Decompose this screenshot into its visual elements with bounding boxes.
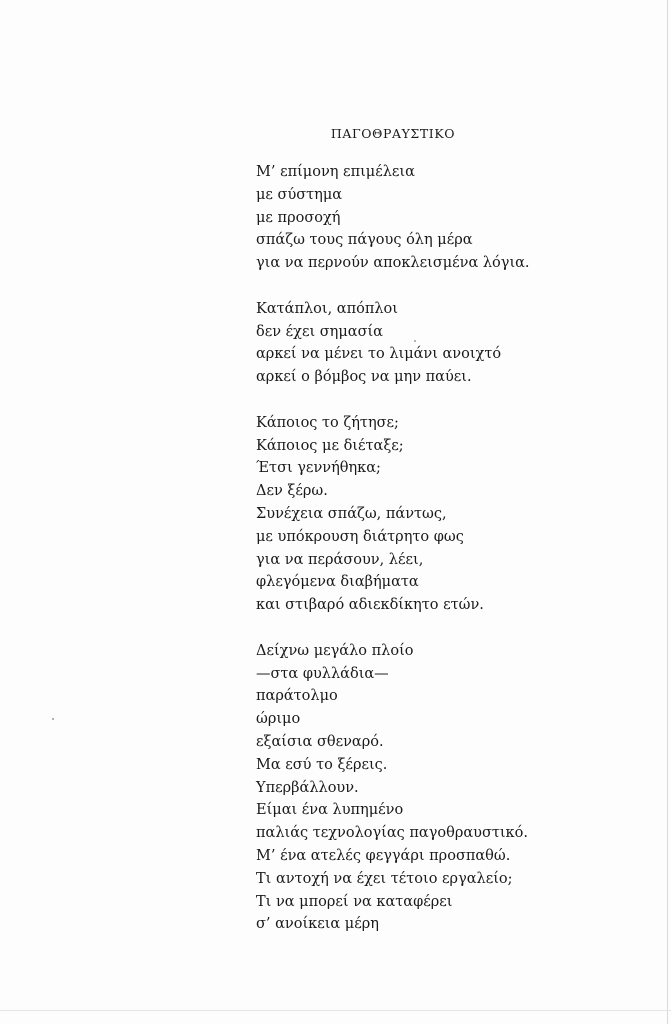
poem-line: παλιάς τεχνολογίας παγοθραυστικό. [256,825,528,842]
poem-line: Είμαι ένα λυπημένο [256,802,404,819]
poem-line: Κάποιος με διέταξε; [256,437,404,454]
poem-line: δεν έχει σημασία [256,323,383,340]
poem-line: Συνέχεια σπάζω, πάντως, [256,505,447,522]
poem-line: φλεγόμενα διαβήματα [256,574,419,591]
poem-line: Δεν ξέρω. [256,483,328,500]
poem-line: Μ’ ένα ατελές φεγγάρι προσπαθώ. [256,847,511,864]
poem-title: ΠΑΓΟΘΡΑΥΣΤΙΚΟ [330,126,456,141]
stanza [256,298,530,389]
poem-line: —στα φυλλάδια— [256,665,389,682]
poem-line: παράτολμο [256,688,338,705]
poem-line: με προσοχή [256,209,341,226]
poem-line: αρκεί ο βόμβος να μην παύει. [256,369,472,386]
poem-line: Υπερβάλλουν. [256,779,359,796]
poem-line: εξαίσια σθεναρό. [256,733,384,750]
poem-line: σ’ ανοίκεια μέρη [256,916,379,933]
poem-line: Μ’ επίμονη επιμέλεια [256,164,415,180]
stanza [256,161,530,275]
poem-line: Κάποιος το ζήτησε; [256,414,399,431]
poem-line: αρκεί να μένει το λιμάνι ανοιχτό [256,346,502,363]
paper-speck [52,718,54,720]
poem-line: Τι να μπορεί να καταφέρει [256,893,453,910]
poem-body [256,161,530,936]
poem-line: Έτσι γεννήθηκα; [256,460,381,477]
paper-speck [414,340,416,342]
poem-line: για να περάσουν, λέει, [256,551,424,568]
poem-line: Μα εσύ το ξέρεις. [256,756,388,773]
poem-line: και στιβαρό αδιεκδίκητο ετών. [256,597,484,614]
stanza [256,640,530,936]
poem-line: Τι αντοχή να έχει τέτοιο εργαλείο; [256,870,513,887]
poem-line: ώριμο [256,711,301,728]
page-edge-right [667,0,668,1024]
stanza [256,412,530,617]
poem-line: για να περνούν αποκλεισμένα λόγια. [256,255,530,272]
poem-line: Δείχνω μεγάλο πλοίο [256,642,414,659]
poem-line: Κατάπλοι, απόπλοι [256,300,398,317]
page-edge-bottom [0,1010,671,1011]
poem-line: με σύστημα [256,186,343,203]
poem-line: σπάζω τους πάγους όλη μέρα [256,232,473,249]
poem-line: με υπόκρουση διάτρητο φως [256,528,464,545]
